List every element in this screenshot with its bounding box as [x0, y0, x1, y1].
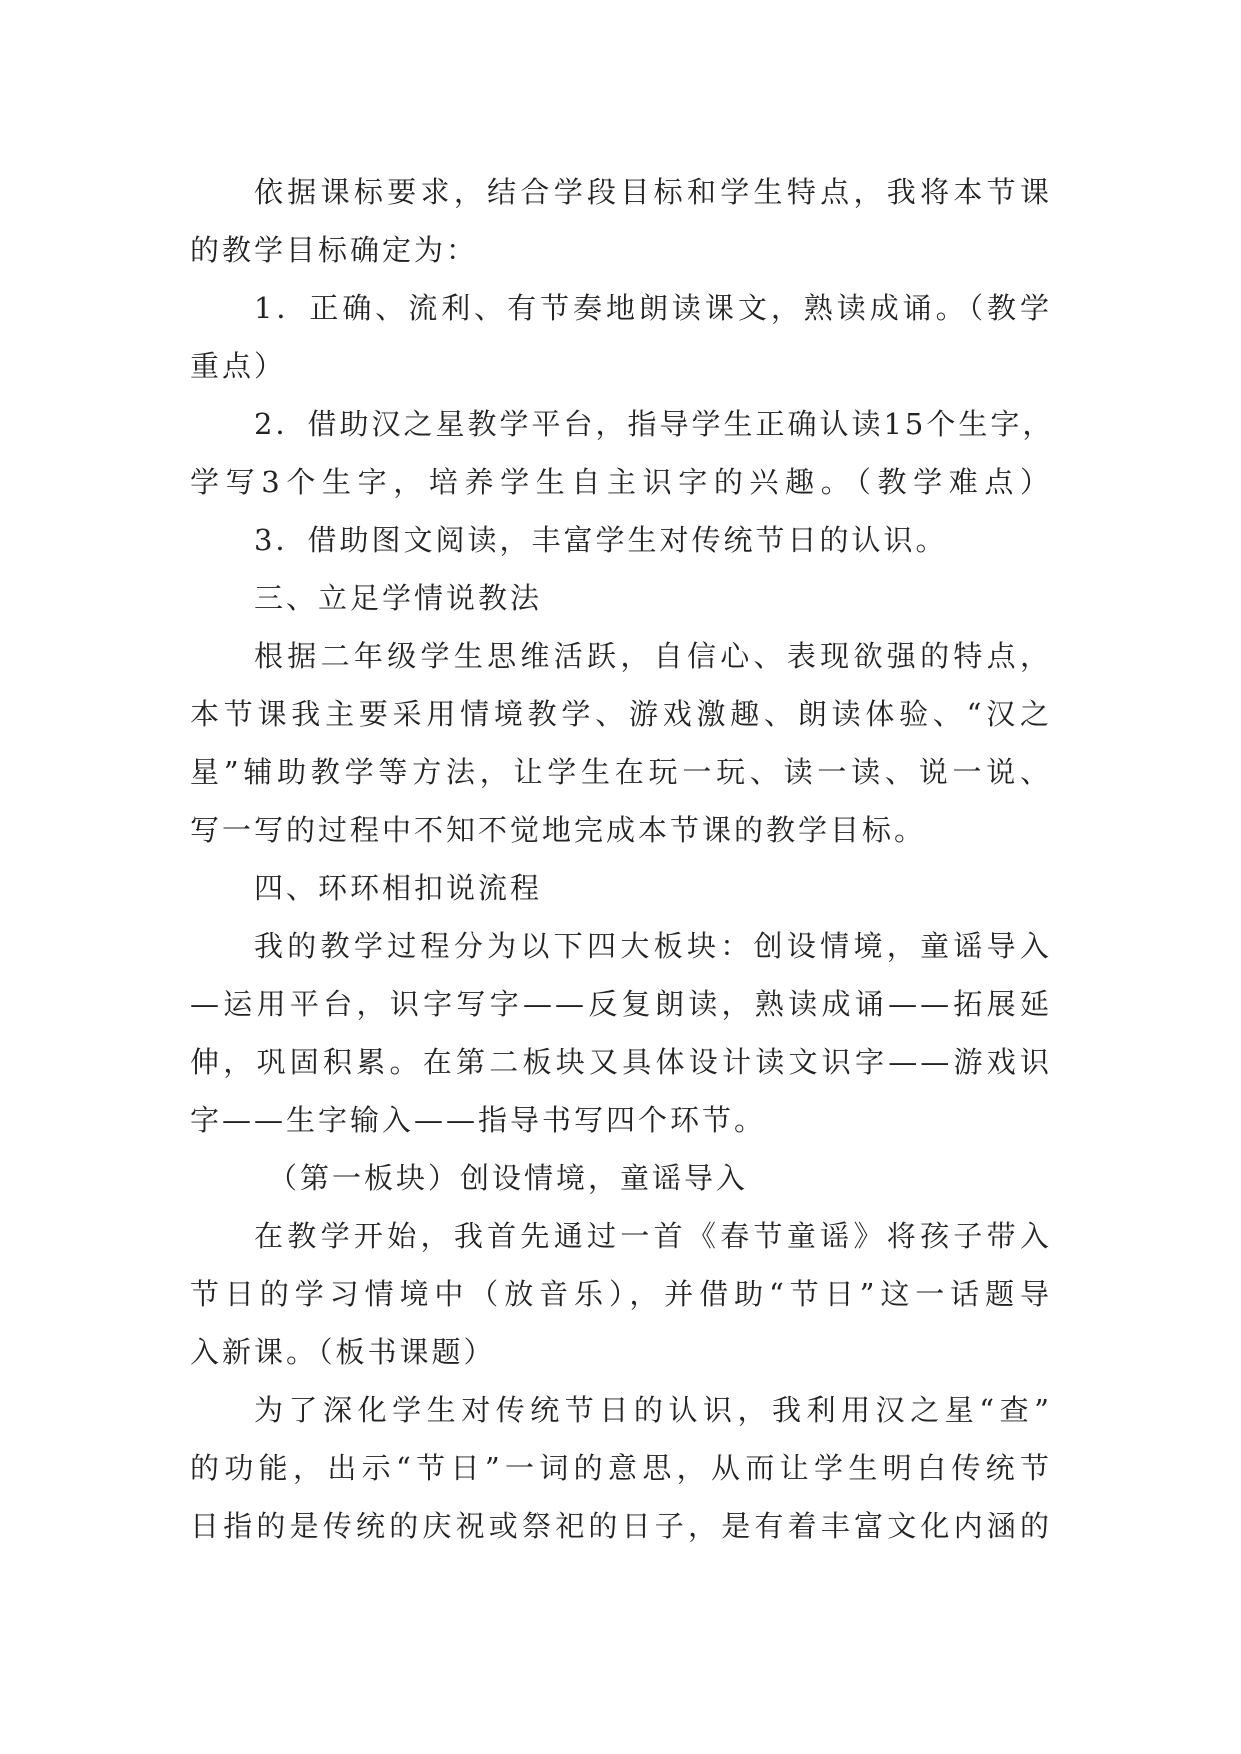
- list-item-line: 重点）: [190, 349, 287, 383]
- paragraph-line: 伸，巩固积累。在第二板块又具体设计读文识字——游戏识: [190, 1045, 1052, 1079]
- paragraph-line: 在教学开始，我首先通过一首《春节童谣》将孩子带入: [254, 1219, 1052, 1253]
- list-item-line: 学写3个生字，培养学生自主识字的兴趣。（教学难点）: [190, 465, 1052, 499]
- section-heading: 三、立足学情说教法: [254, 581, 543, 615]
- paragraph-line: 的功能，出示“节日”一词的意思，从而让学生明白传统节: [190, 1451, 1052, 1485]
- paragraph-line: 字——生字输入——指导书写四个环节。: [190, 1103, 767, 1137]
- paragraph-line: 本节课我主要采用情境教学、游戏激趣、朗读体验、“汉之: [190, 697, 1052, 731]
- document-page: [190, 163, 1055, 1555]
- list-item-line: 3．借助图文阅读，丰富学生对传统节日的认识。: [254, 523, 948, 557]
- list-item-line: 1．正确、流利、有节奏地朗读课文，熟读成诵。（教学: [254, 291, 1052, 325]
- paragraph-line: —运用平台，识字写字——反复朗读，熟读成诵——拓展延: [190, 987, 1052, 1021]
- paragraph-line: 日指的是传统的庆祝或祭祀的日子，是有着丰富文化内涵的: [190, 1509, 1052, 1543]
- paragraph-line: 的教学目标确定为：: [190, 233, 479, 267]
- section-heading: 四、环环相扣说流程: [254, 871, 543, 905]
- paragraph-line: 依据课标要求，结合学段目标和学生特点，我将本节课: [254, 175, 1052, 209]
- paragraph-line: 为了深化学生对传统节日的认识，我利用汉之星“查”: [254, 1393, 1052, 1427]
- list-item-line: 2．借助汉之星教学平台，指导学生正确认读15个生字，: [254, 407, 1055, 441]
- paragraph-line: 写一写的过程中不知不觉地完成本节课的教学目标。: [190, 813, 927, 847]
- subsection-heading: （第一板块）创设情境，童谣导入: [268, 1161, 749, 1195]
- paragraph-line: 星”辅助教学等方法，让学生在玩一玩、读一读、说一说、: [190, 755, 1052, 789]
- paragraph-line: 入新课。（板书课题）: [190, 1335, 496, 1369]
- paragraph-line: 根据二年级学生思维活跃，自信心、表现欲强的特点，: [254, 639, 1052, 673]
- paragraph-line: 节日的学习情境中（放音乐），并借助“节日”这一话题导: [190, 1277, 1052, 1311]
- paragraph-line: 我的教学过程分为以下四大板块：创设情境，童谣导入: [254, 929, 1052, 963]
